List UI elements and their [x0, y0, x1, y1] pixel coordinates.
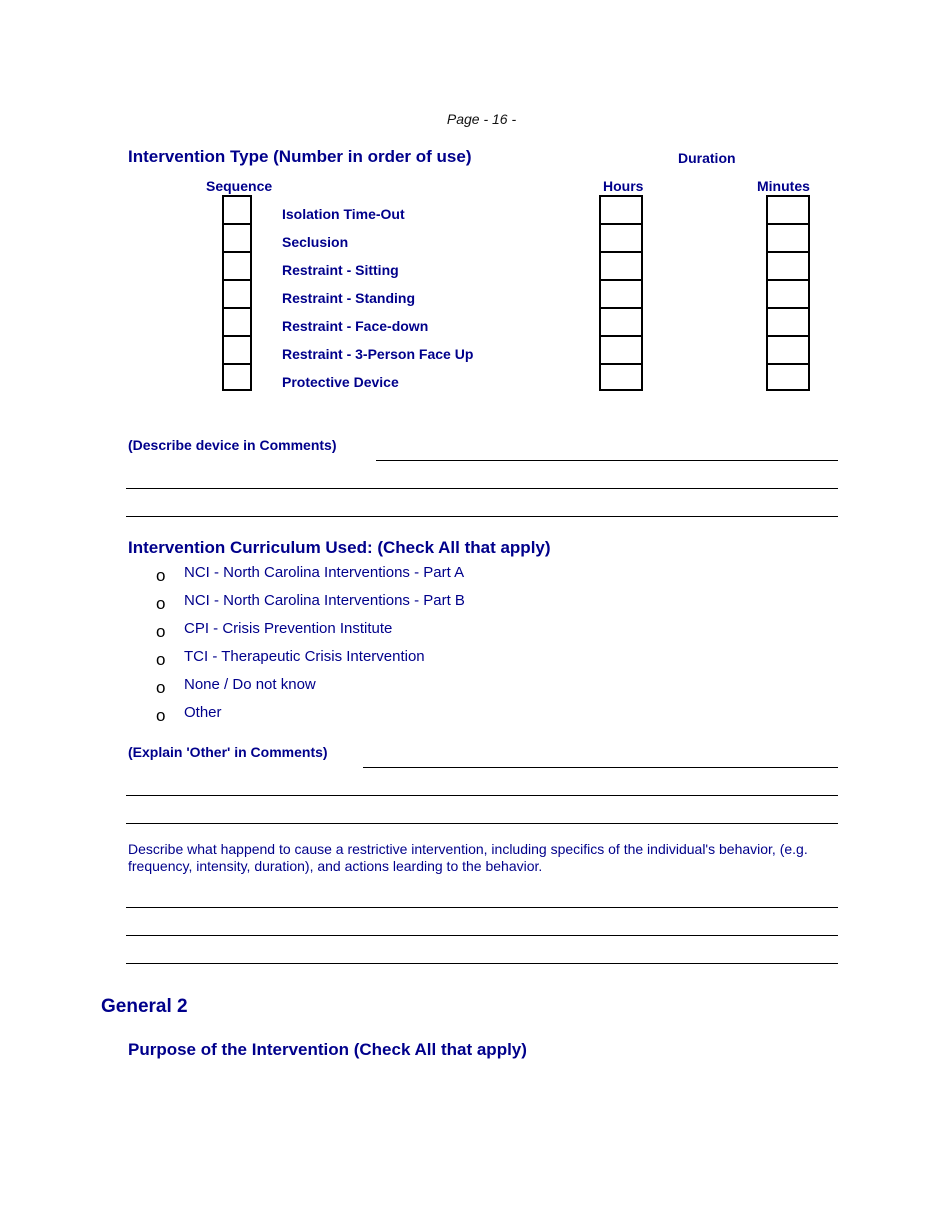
intervention-type-label: Restraint - Sitting: [282, 262, 399, 278]
intervention-type-label: Restraint - Standing: [282, 290, 416, 306]
minutes-input-seclusion[interactable]: [766, 223, 810, 253]
description-line[interactable]: [126, 907, 838, 908]
describe-instruction: Describe what happend to cause a restrictive intervention, including specifics of the individual's behavior, (e.g. frequency, intensity, duration), and actions learding to the behavior.: [128, 841, 808, 874]
other-comment-line[interactable]: [126, 795, 838, 796]
curriculum-option: TCI - Therapeutic Crisis Intervention: [184, 648, 425, 665]
intervention-type-label: Restraint - Face-down: [282, 318, 429, 334]
page-number: Page - 16 -: [446, 111, 517, 127]
minutes-input-restraint-3-person-face-up[interactable]: [766, 335, 810, 365]
hours-input-restraint-sitting[interactable]: [599, 251, 643, 281]
other-comment-line[interactable]: [363, 767, 838, 768]
hours-column-header: Hours: [603, 178, 644, 194]
purpose-title: Purpose of the Intervention (Check All that apply): [128, 1040, 527, 1059]
hours-input-restraint-standing[interactable]: [599, 279, 643, 309]
checkbox-marker[interactable]: o: [156, 650, 166, 669]
hours-input-restraint-face-down[interactable]: [599, 307, 643, 337]
device-comment-line[interactable]: [126, 516, 838, 517]
curriculum-option: NCI - North Carolina Interventions - Part A: [184, 564, 465, 581]
hours-input-protective-device[interactable]: [599, 363, 643, 391]
other-comment-line[interactable]: [126, 823, 838, 824]
checkbox-marker[interactable]: o: [156, 594, 166, 613]
description-line[interactable]: [126, 935, 838, 936]
sequence-column-header: Sequence: [206, 178, 273, 194]
minutes-input-restraint-standing[interactable]: [766, 279, 810, 309]
section-title-general-2: General 2: [101, 996, 188, 1017]
hours-input-seclusion[interactable]: [599, 223, 643, 253]
sequence-input-restraint-standing[interactable]: [222, 279, 252, 309]
device-comment-line[interactable]: [376, 460, 838, 461]
minutes-input-protective-device[interactable]: [766, 363, 810, 391]
intervention-type-label: Protective Device: [282, 374, 399, 390]
describe-device-label: (Describe device in Comments): [128, 437, 337, 453]
minutes-input-restraint-face-down[interactable]: [766, 307, 810, 337]
intervention-type-label: Isolation Time-Out: [282, 206, 405, 222]
intervention-type-title: Intervention Type (Number in order of use): [128, 147, 472, 166]
duration-label: Duration: [678, 150, 736, 166]
sequence-input-protective-device[interactable]: [222, 363, 252, 391]
sequence-input-restraint-face-down[interactable]: [222, 307, 252, 337]
sequence-input-seclusion[interactable]: [222, 223, 252, 253]
checkbox-marker[interactable]: o: [156, 566, 166, 585]
sequence-input-restraint-3-person-face-up[interactable]: [222, 335, 252, 365]
curriculum-option: NCI - North Carolina Interventions - Part B: [184, 592, 465, 609]
minutes-column-header: Minutes: [757, 178, 810, 194]
sequence-input-isolation-time-out[interactable]: [222, 195, 252, 225]
minutes-input-restraint-sitting[interactable]: [766, 251, 810, 281]
description-line[interactable]: [126, 963, 838, 964]
curriculum-option: Other: [184, 704, 222, 721]
sequence-input-restraint-sitting[interactable]: [222, 251, 252, 281]
checkbox-marker[interactable]: o: [156, 622, 166, 641]
curriculum-option: None / Do not know: [184, 676, 316, 693]
intervention-type-label: Seclusion: [282, 234, 349, 250]
hours-input-restraint-3-person-face-up[interactable]: [599, 335, 643, 365]
checkbox-marker[interactable]: o: [156, 706, 166, 725]
curriculum-title: Intervention Curriculum Used: (Check All that apply): [128, 538, 551, 557]
explain-other-label: (Explain 'Other' in Comments): [128, 744, 328, 760]
device-comment-line[interactable]: [126, 488, 838, 489]
checkbox-marker[interactable]: o: [156, 678, 166, 697]
hours-input-isolation-time-out[interactable]: [599, 195, 643, 225]
minutes-input-isolation-time-out[interactable]: [766, 195, 810, 225]
intervention-type-label: Restraint - 3-Person Face Up: [282, 346, 474, 362]
curriculum-option: CPI - Crisis Prevention Institute: [184, 620, 393, 637]
